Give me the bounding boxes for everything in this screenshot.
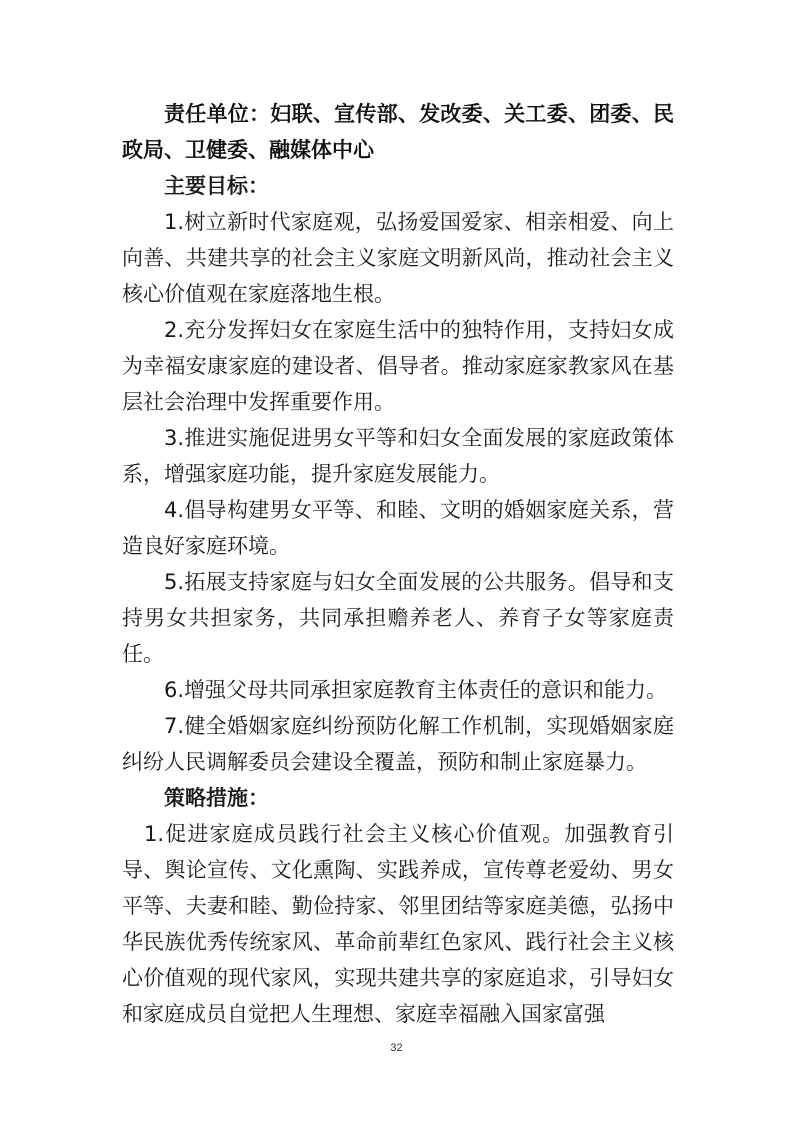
goal-item-2: 2.充分发挥妇女在家庭生活中的独特作用，支持妇女成为幸福安康家庭的建设者、倡导者。推动家庭家教家风在基层社会治理中发挥重要作用。	[122, 318, 674, 414]
page-number: 32	[390, 1042, 403, 1054]
goal-item-5: 5.拓展支持家庭与妇女全面发展的公共服务。倡导和支持男女共担家务，共同承担赡养老人、养育子女等家庭责任。	[122, 570, 674, 666]
measure-item-1: 1.促进家庭成员践行社会主义核心价值观。加强教育引导、舆论宣传、文化熏陶、实践养成，宣传尊老爱幼、男女平等、夫妻和睦、勤俭持家、邻里团结等家庭美德，弘扬中华民族优秀传统家风、革命前辈红色家风、践行社会主义核心价值观的现代家风，实现共建共享的家庭追求，引导妇女和家庭成员自觉把人生理想、家庭幸福融入国家富强	[122, 822, 674, 1026]
goals-heading: 主要目标：	[164, 174, 269, 198]
goal-item-3: 3.推进实施促进男女平等和妇女全面发展的家庭政策体系，增强家庭功能，提升家庭发展能力。	[122, 426, 674, 486]
goal-item-1: 1.树立新时代家庭观，弘扬爱国爱家、相亲相爱、向上向善、共建共享的社会主义家庭文明新风尚，推动社会主义核心价值观在家庭落地生根。	[122, 210, 674, 306]
goal-item-6: 6.增强父母共同承担家庭教育主体责任的意识和能力。	[164, 678, 668, 702]
goal-item-7: 7.健全婚姻家庭纠纷预防化解工作机制，实现婚姻家庭纠纷人民调解委员会建设全覆盖，预防和制止家庭暴力。	[122, 714, 674, 774]
responsibility-line: 责任单位：妇联、宣传部、发改委、关工委、团委、民政局、卫健委、融媒体中心	[122, 102, 674, 162]
measures-heading: 策略措施：	[164, 786, 269, 810]
goal-item-4: 4.倡导构建男女平等、和睦、文明的婚姻家庭关系，营造良好家庭环境。	[122, 498, 674, 558]
document-body	[122, 96, 674, 1032]
